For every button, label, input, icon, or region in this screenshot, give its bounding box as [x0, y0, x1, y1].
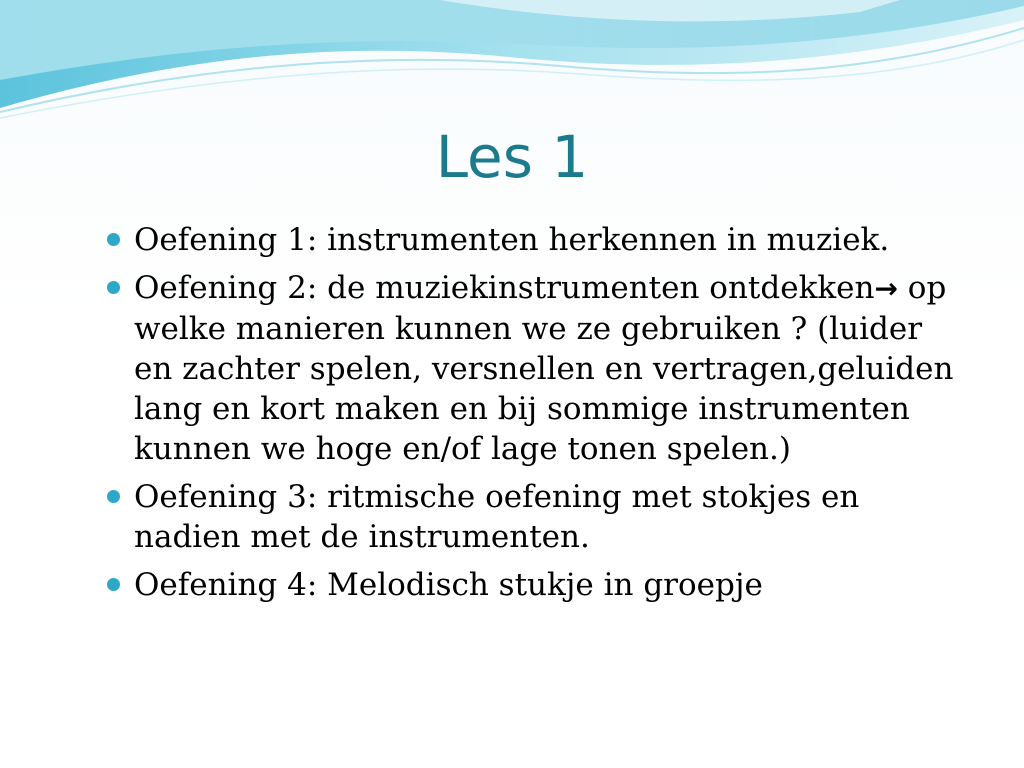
bullet-dot-icon	[107, 233, 120, 246]
bullet-text-continued: op welke manieren kunnen we ze gebruiken ? (luider en zachter spelen, versnellen en vertragen,geluiden lang en kort maken en bij sommige instrumenten kunnen we hoge en/of lage tonen spelen.)	[134, 270, 954, 467]
bullet-list	[106, 220, 956, 613]
bullet-text: Oefening 4: Melodisch stukje in groepje	[134, 567, 763, 603]
slide-title: Les 1	[435, 123, 589, 191]
bullet-text: Oefening 1: instrumenten herkennen in muziek.	[134, 222, 890, 258]
bullet-item-2	[106, 268, 956, 469]
bullet-text: Oefening 3: ritmische oefening met stokjes en nadien met de instrumenten.	[134, 479, 860, 555]
bullet-dot-icon	[107, 281, 120, 294]
bullet-item-1	[106, 220, 956, 260]
header-wave-decoration	[0, 0, 1024, 130]
bullet-text: Oefening 2: de muziekinstrumenten ontdekken	[134, 270, 875, 306]
bullet-dot-icon	[107, 578, 120, 591]
right-arrow-icon: →	[874, 272, 898, 305]
bullet-item-4	[106, 565, 956, 605]
bullet-dot-icon	[107, 490, 120, 503]
bullet-item-3	[106, 477, 956, 557]
